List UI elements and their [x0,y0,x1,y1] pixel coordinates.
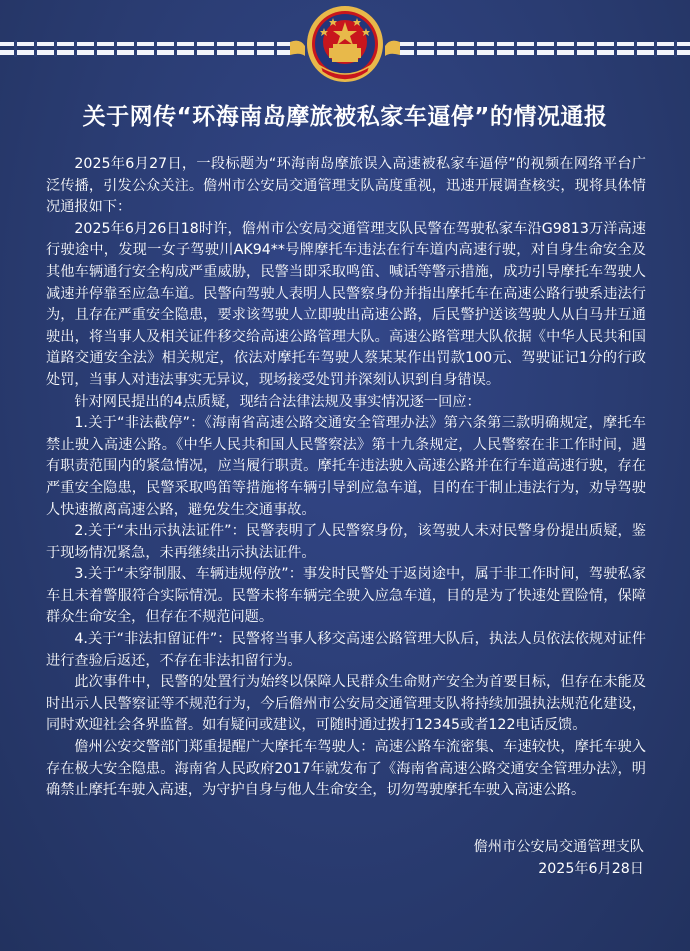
signature-block [474,836,644,880]
paragraph-intro: 2025年6月27日，一段标题为“环海南岛摩旅误入高速被私家车逼停”的视频在网络平台广泛传播，引发公众关注。儋州市公安局交通管理支队高度重视，迅速开展调查核实，现将具体情况通报如下： [46,156,646,216]
paragraph-point-2: 2.关于“未出示执法证件”：民警表明了人民警察身份，该驾驶人未对民警身份提出质疑，鉴于现场情况紧急，未再继续出示执法证件。 [46,523,646,561]
signature-date: 2025年6月28日 [538,861,644,877]
paragraph-incident: 2025年6月26日18时许，儋州市公安局交通管理支队民警在驾驶私家车沿G9813万洋高速行驶途中，发现一女子驾驶川AK94**号牌摩托车违法在行车道内高速行驶，对自身生命安全及其他车辆通行安全构成严重威胁，民警当即采取鸣笛、喊话等警示措施，成功引导摩托车驾驶人减速并停靠至应急车道。民警向驾驶人表明人民警察身份并指出摩托车在高速公路行驶系违法行为，且存在严重安全隐患，要求该驾驶人立即驶出高速公路，后民警护送该驾驶人从白马井互通驶出，将当事人及相关证件移交给高速公路管理大队。高速公路管理大队依据《中华人民共和国道路交通安全法》相关规定，依法对摩托车驾驶人蔡某某作出罚款100元、驾驶证记1分的行政处罚，当事人对违法事实无异议，现场接受处罚并深刻认识到自身错误。 [46,220,646,388]
police-emblem-icon [302,2,388,88]
paragraph-point-3: 3.关于“未穿制服、车辆违规停放”：事发时民警处于返岗途中，属于非工作时间，驾驶私家车且未着警服符合实际情况。民警未将车辆完全驶入应急车道，目的是为了快速处置险情，保障群众生命安全，但存在不规范问题。 [46,566,646,626]
signature-org: 儋州市公安局交通管理支队 [473,839,644,855]
page-title: 关于网传“环海南岛摩旅被私家车逼停”的情况通报 [82,104,608,130]
notice-body [46,154,646,802]
paragraph-response-intro: 针对网民提出的4点质疑，现结合法律法规及事实情况逐一回应： [74,393,481,410]
paragraph-point-4: 4.关于“非法扣留证件”：民警将当事人移交高速公路管理大队后，执法人员依法依规对证件进行查验后返还，不存在非法扣留行为。 [46,631,646,669]
paragraph-conclusion: 此次事件中，民警的处置行为始终以保障人民群众生命财产安全为首要目标，但存在未能及时出示人民警察证等不规范行为，今后儋州市公安局交通管理支队将持续加强执法规范化建设，同时欢迎社会各界监督。如有疑问或建议，可随时通过拨打12345或者122电话反馈。 [46,674,646,734]
paragraph-point-1: 1.关于“非法截停”：《海南省高速公路交通安全管理办法》第六条第三款明确规定，摩托车禁止驶入高速公路。《中华人民共和国人民警察法》第十九条规定，人民警察在非工作时间，遇有职责范围内的紧急情况，应当履行职责。摩托车违法驶入高速公路并在行车道高速行驶，存在严重安全隐患，民警采取鸣笛等措施将车辆引导到应急车道，目的在于制止违法行为，劝导驾驶人快速撤离高速公路，避免发生交通事故。 [46,415,646,518]
paragraph-reminder: 儋州公安交警部门郑重提醒广大摩托车驾驶人：高速公路车流密集、车速较快，摩托车驶入存在极大安全隐患。海南省人民政府2017年就发布了《海南省高速公路交通安全管理办法》，明确禁止摩托车驶入高速，为守护自身与他人生命安全，切勿驾驶摩托车驶入高速公路。 [46,739,646,799]
